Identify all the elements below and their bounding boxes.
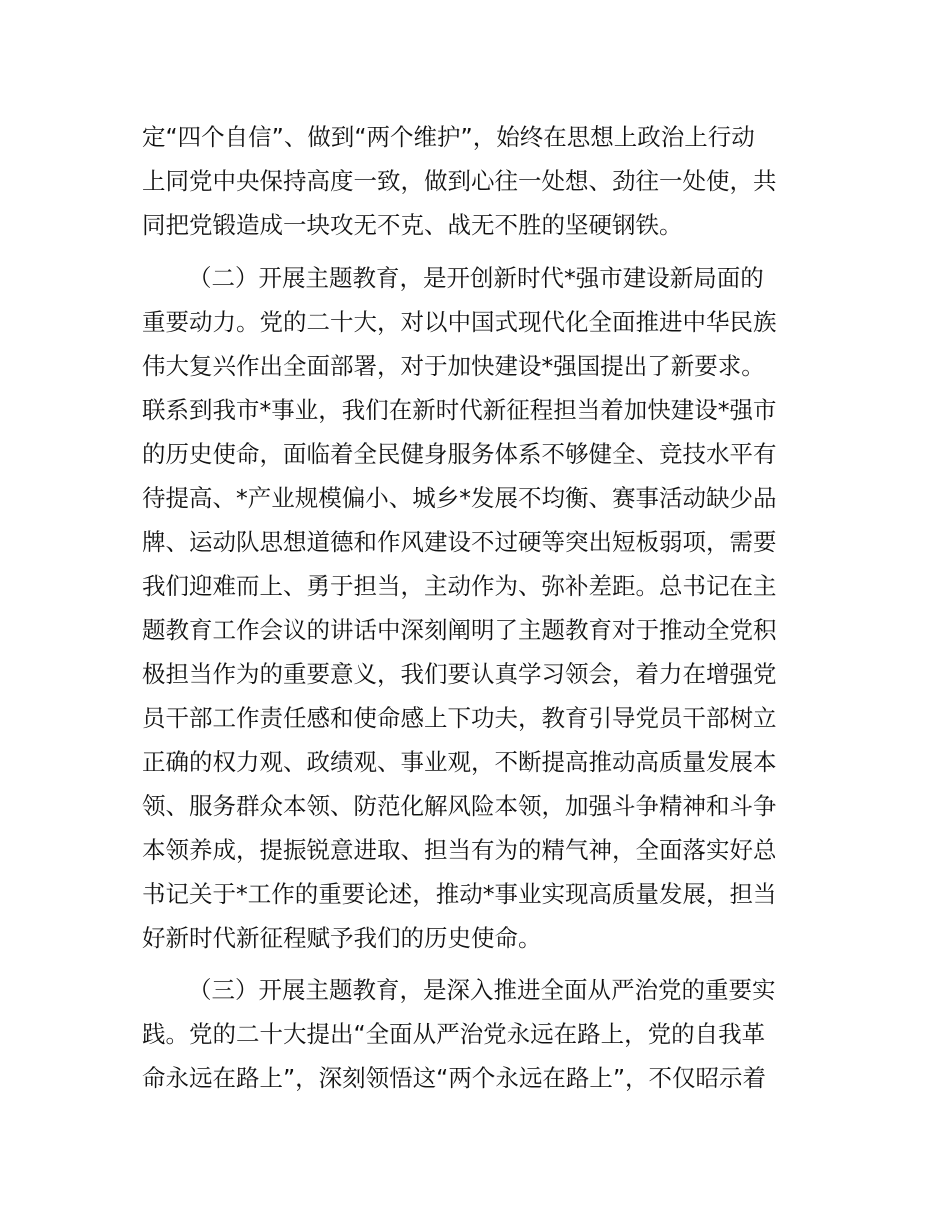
text-line: 同把党锻造成一块攻无不克、战无不胜的坚硬钢铁。 [142, 211, 683, 239]
text-line: （二）开展主题教育，是开创新时代*强市建设新局面的 [188, 264, 764, 292]
text-line: 我们迎难而上、勇于担当，主动作为、弥补差距。总书记在主 [142, 572, 777, 600]
text-line: 好新时代新征程赋予我们的历史使命。 [142, 924, 542, 952]
text-line: 重要动力。党的二十大，对以中国式现代化全面推进中华民族 [142, 308, 777, 336]
text-line: 联系到我市*事业，我们在新时代新征程担当着加快建设*强市 [142, 396, 777, 424]
text-line: 极担当作为的重要意义，我们要认真学习领会，着力在增强党 [142, 660, 777, 688]
text-line: 题教育工作会议的讲话中深刻阐明了主题教育对于推动全党积 [142, 616, 777, 644]
text-line: 上同党中央保持高度一致，做到心往一处想、劲往一处使，共 [142, 167, 777, 195]
text-line: （三）开展主题教育，是深入推进全面从严治党的重要实 [188, 976, 776, 1004]
text-line: 领、服务群众本领、防范化解风险本领，加强斗争精神和斗争 [142, 792, 777, 820]
text-line: 伟大复兴作出全面部署，对于加快建设*强国提出了新要求。 [142, 352, 765, 380]
text-line: 牌、运动队思想道德和作风建设不过硬等突出短板弱项，需要 [142, 528, 777, 556]
text-line: 的历史使命，面临着全民健身服务体系不够健全、竞技水平有 [142, 440, 777, 468]
text-line: 书记关于*工作的重要论述，推动*事业实现高质量发展，担当 [142, 880, 777, 908]
text-line: 践。党的二十大提出“全面从严治党永远在路上，党的自我革 [142, 1020, 766, 1048]
text-line: 待提高、*产业规模偏小、城乡*发展不均衡、赛事活动缺少品 [142, 484, 777, 512]
text-line: 命永远在路上”，深刻领悟这“两个永远在路上”，不仅昭示着 [142, 1064, 767, 1092]
text-line: 员干部工作责任感和使命感上下功夫，教育引导党员干部树立 [142, 704, 777, 732]
text-line: 正确的权力观、政绩观、事业观，不断提高推动高质量发展本 [142, 748, 777, 776]
text-line: 定“四个自信”、做到“两个维护”，始终在思想上政治上行动 [142, 123, 755, 151]
text-line: 本领养成，提振锐意进取、担当有为的精气神，全面落实好总 [142, 836, 777, 864]
